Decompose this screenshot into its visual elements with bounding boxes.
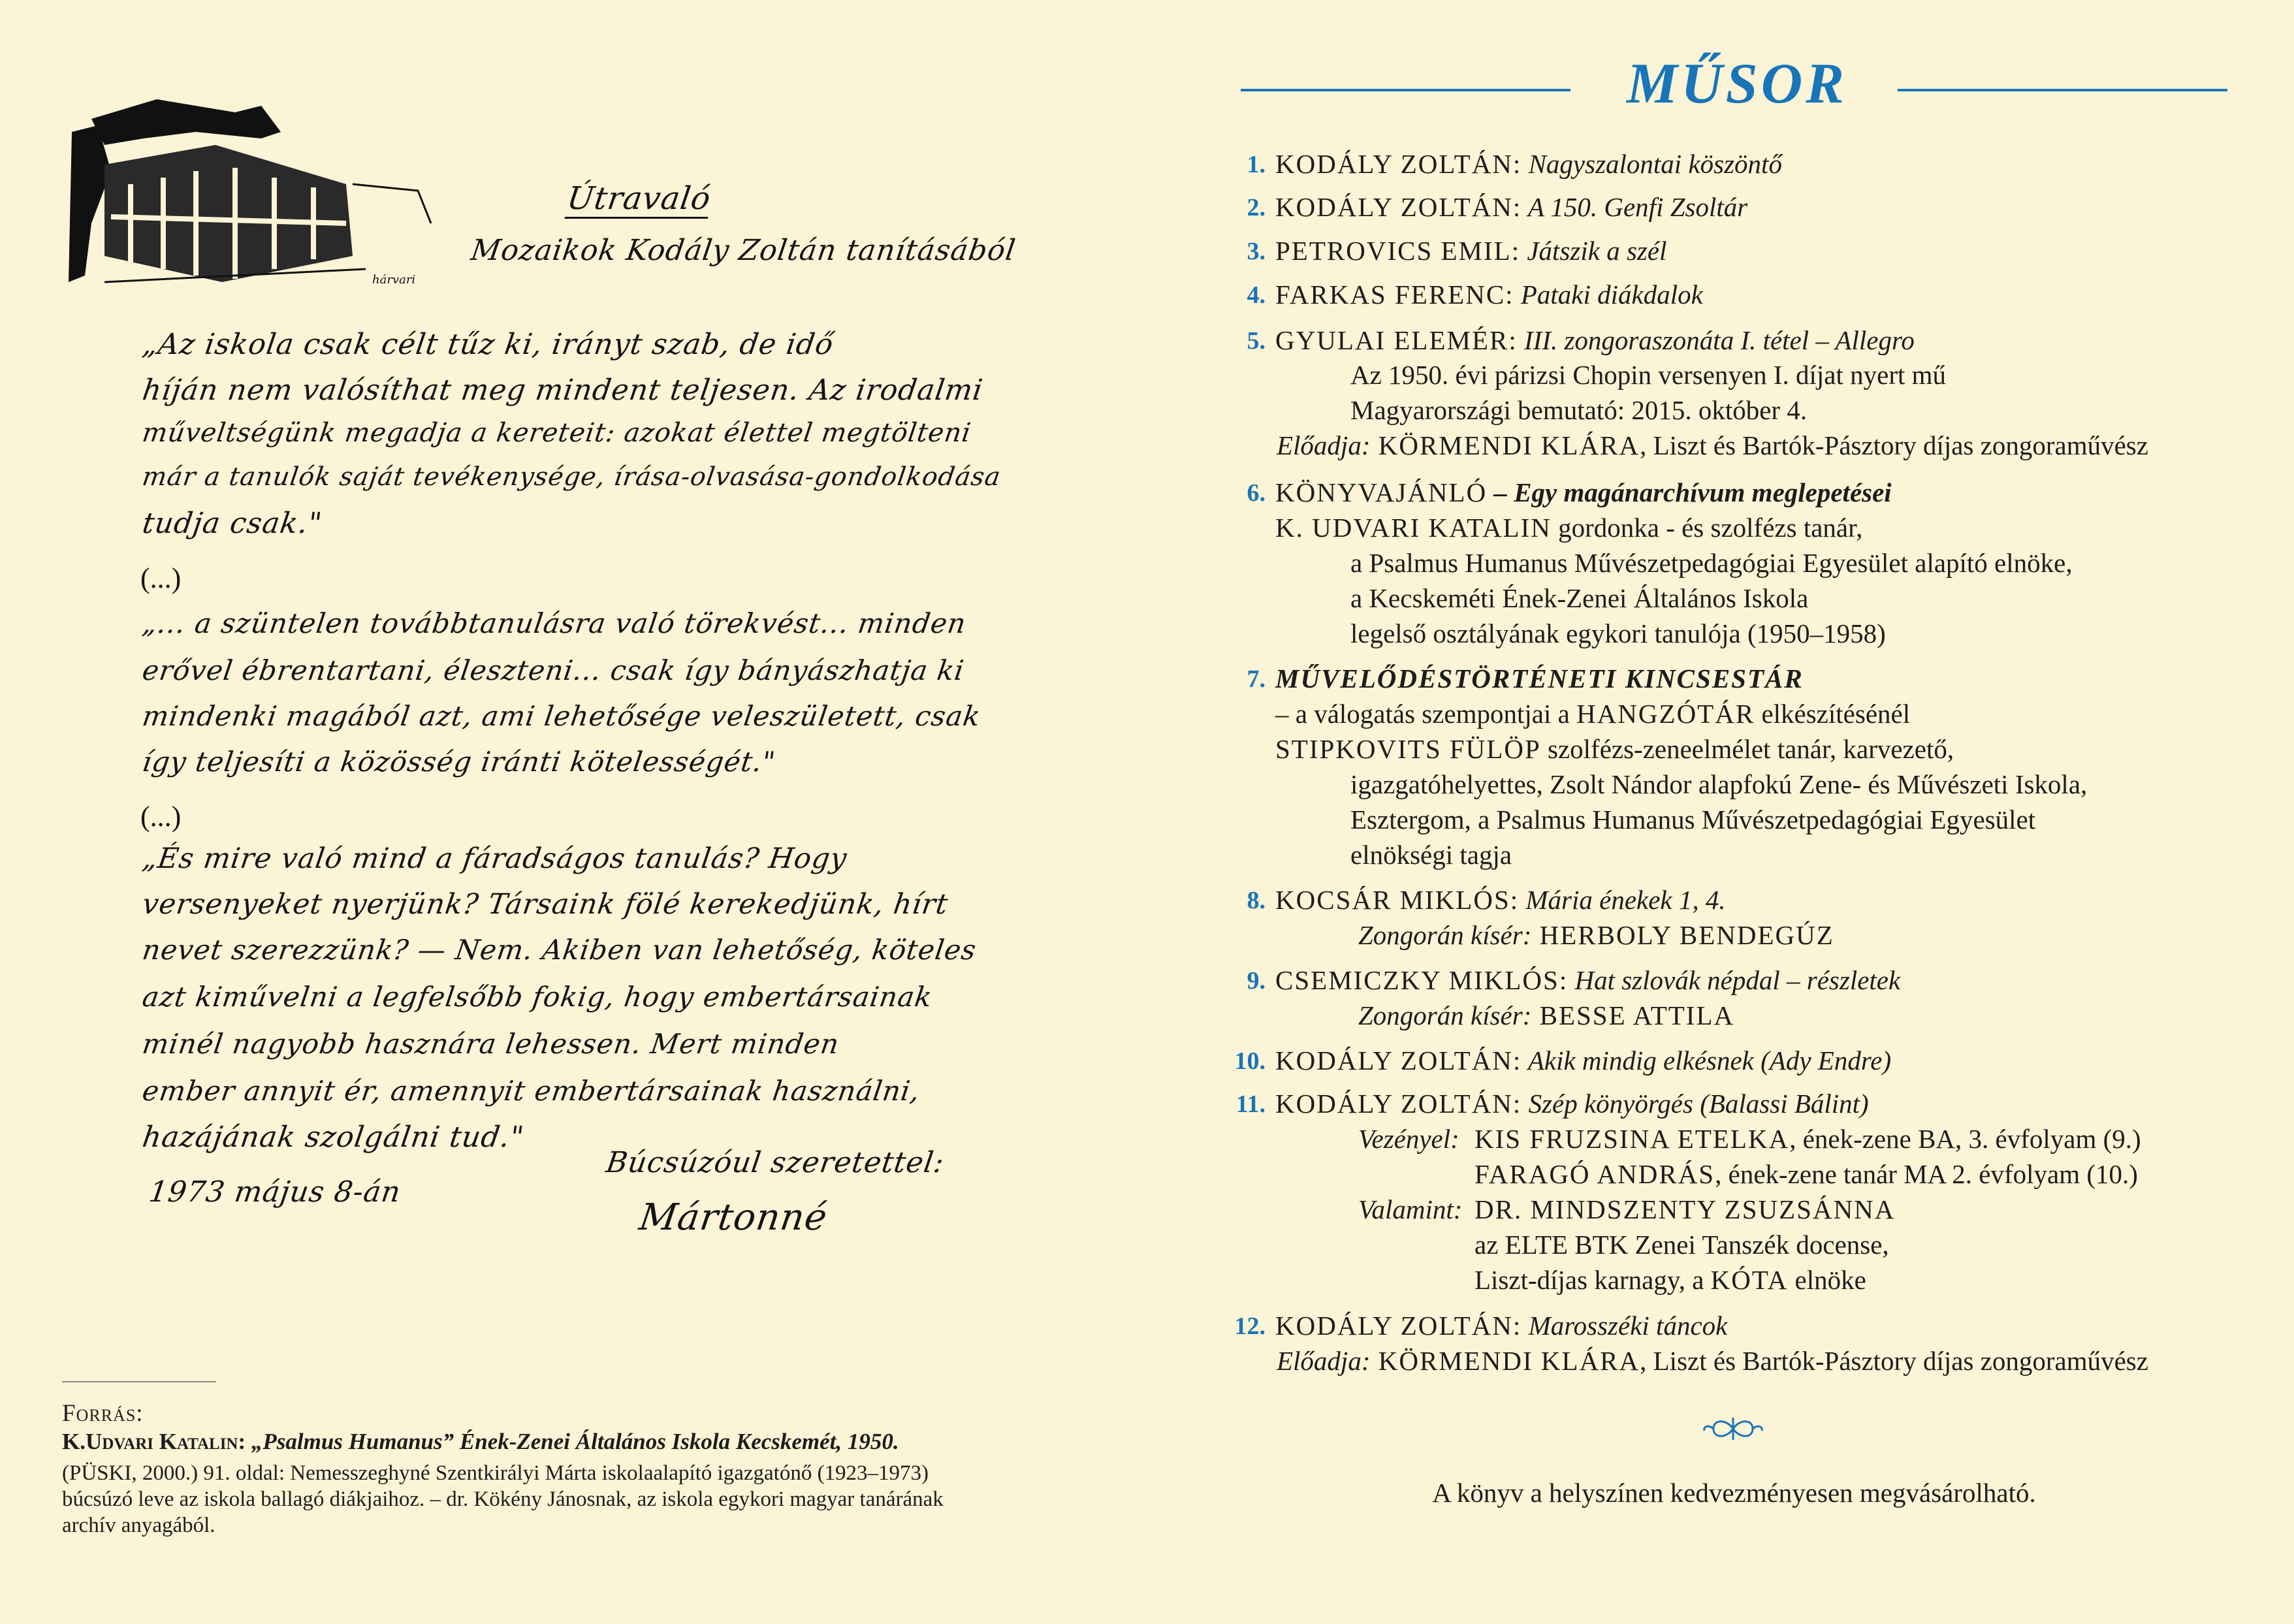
letter-line: ember annyit ér, amennyit embertársainak használni, <box>140 1075 923 1107</box>
letter-line: így teljesíti a közösség iránti kötelességét." <box>140 746 778 778</box>
work-title: Szép könyörgés (Balassi Bálint) <box>1521 1089 1869 1119</box>
section-subtitle: – Egy magánarchívum meglepetései <box>1487 477 1892 507</box>
source-author: K.Udvari Katalin: <box>62 1429 246 1454</box>
accompanist-name: BESSE ATTILA <box>1531 1000 1735 1030</box>
letter-line: mindenki magából azt, ami lehetősége veleszületett, csak <box>140 700 983 732</box>
program-item-8 <box>1275 884 1726 915</box>
letter-line: azt kiművelni a legfelsőbb fokig, hogy embertársainak <box>140 981 934 1013</box>
letter-line: versenyeket nyerjünk? Társaink fölé kerekedjünk, hírt <box>140 888 951 921</box>
item-number: 12. <box>1234 1313 1266 1340</box>
performer-desc: , Liszt és Bartók-Pásztory díjas zongoraművész <box>1640 1346 2148 1376</box>
letter-line: „És mire való mind a fáradságos tanulás? Hogy <box>140 842 850 875</box>
item-number: 6. <box>1247 479 1266 507</box>
composer: CSEMICZKY MIKLÓS: <box>1275 965 1569 995</box>
fleuron-ornament-icon <box>1700 1412 1766 1445</box>
book-purchase-note: A könyv a helyszínen kedvezményesen megvásárolható. <box>1432 1478 2036 1508</box>
performer-line <box>1277 1345 2148 1377</box>
school-building-sketch-icon <box>65 93 457 289</box>
conductor-desc: , ének-zene BA, 3. évfolyam (9.) <box>1789 1124 2141 1154</box>
section-title: KÖNYVAJÁNLÓ <box>1275 477 1488 507</box>
accompanist-label: Zongorán kísér: <box>1358 1000 1532 1030</box>
item-number: 8. <box>1247 887 1266 914</box>
composer: KODÁLY ZOLTÁN: <box>1275 1089 1522 1119</box>
letter-line: már a tanulók saját tevékenysége, írása-olvasása-gondolkodása <box>140 462 1003 492</box>
source-book-title: „Psalmus Humanus” Ének-Zenei Általános Iskola Kecskemét, 1950. <box>246 1429 899 1454</box>
performer-label: Előadja: <box>1277 430 1371 460</box>
letter-line: „... a szüntelen továbbtanulásra való törekvést... minden <box>140 607 968 639</box>
letter-line: híján nem valósíthat meg mindent teljesen. Az irodalmi <box>140 374 985 407</box>
speaker-desc-line: elnökségi tagja <box>1350 840 1512 870</box>
source-line: (PÜSKI, 2000.) 91. oldal: Nemesszeghyné Szentkirályi Márta iskolaalapító igazgatónő (1923–1973) <box>62 1461 929 1485</box>
program-item-12 <box>1275 1310 1727 1341</box>
program-item-5 <box>1275 325 1915 356</box>
performer-name: KÖRMENDI KLÁRA <box>1370 430 1640 460</box>
conductor-desc: , ének-zene tanár MA 2. évfolyam (10.) <box>1715 1159 2138 1189</box>
program-item-6 <box>1275 477 1892 508</box>
accompanist-name: HERBOLY BENDEGÚZ <box>1531 920 1834 950</box>
also-desc-line: az ELTE BTK Zenei Tanszék docense, <box>1474 1230 1889 1260</box>
speaker-name: STIPKOVITS FÜLÖP <box>1275 734 1541 764</box>
item-number: 7. <box>1247 665 1266 693</box>
item-number: 9. <box>1247 967 1266 995</box>
program-item-11 <box>1275 1088 1869 1119</box>
performer-desc: , Liszt és Bartók-Pásztory díjas zongoraművész <box>1640 430 2148 460</box>
speaker-desc: szolfézs-zeneelmélet tanár, karvezető, <box>1540 734 1954 764</box>
work-title: A 150. Genfi Zsoltár <box>1521 192 1748 222</box>
work-title: Nagyszalontai köszöntő <box>1521 149 1782 179</box>
item-note: Az 1950. évi párizsi Chopin versenyen I. díjat nyert mű <box>1350 360 1947 390</box>
letter-ellipsis: (...) <box>140 801 182 833</box>
program-item-2 <box>1275 191 1747 223</box>
program-item-4 <box>1275 279 1703 310</box>
work-title: Pataki diákdalok <box>1514 279 1703 310</box>
svg-text:hárvari: hárvari <box>372 273 416 287</box>
item-number: 4. <box>1247 281 1266 309</box>
work-title: Marosszéki táncok <box>1521 1311 1728 1341</box>
item-desc <box>1275 698 1910 729</box>
speaker-line <box>1275 512 1862 543</box>
letter-line: műveltségünk megadja a kereteit: azokat élettel megtölteni <box>140 418 974 448</box>
conductor-line <box>1474 1158 2138 1190</box>
performer-line <box>1277 430 2148 461</box>
source-divider <box>62 1381 216 1382</box>
letter-subtitle: Mozaikok Kodály Zoltán tanításából <box>469 234 1018 267</box>
desc-text: elkészítésénél <box>1755 699 1911 729</box>
kota-label: KÓTA <box>1710 1265 1789 1295</box>
composer: GYULAI ELEMÉR: <box>1275 325 1518 355</box>
program-item-10 <box>1275 1045 1891 1076</box>
letter-date: 1973 május 8-án <box>147 1175 404 1209</box>
letter-line: „Az iskola csak célt tűz ki, irányt szab, de idő <box>140 328 836 361</box>
item-number: 1. <box>1247 151 1266 178</box>
conductor-name: FARAGÓ ANDRÁS <box>1474 1159 1715 1189</box>
conductor-line <box>1474 1123 2141 1154</box>
speaker-desc-line: a Psalmus Humanus Művészetpedagógiai Egyesület alapító elnöke, <box>1350 548 2073 578</box>
speaker-name: K. UDVARI KATALIN <box>1275 513 1552 543</box>
source-title <box>62 1429 899 1455</box>
work-title: Akik mindig elkésnek (Ady Endre) <box>1521 1045 1892 1075</box>
speaker-desc-line: legelső osztályának egykori tanulója (1950–1958) <box>1350 618 1886 648</box>
letter-line: minél nagyobb hasznára lehessen. Mert minden <box>140 1028 842 1060</box>
accompanist-label: Zongorán kísér: <box>1358 920 1532 950</box>
item-number: 3. <box>1247 238 1266 265</box>
program-item-1 <box>1275 148 1782 180</box>
desc-text: elnöke <box>1788 1265 1866 1295</box>
performer-name: KÖRMENDI KLÁRA <box>1370 1346 1640 1376</box>
item-number: 10. <box>1234 1047 1266 1075</box>
source-line: archív anyagából. <box>62 1514 215 1537</box>
letter-line: tudja csak." <box>140 507 325 540</box>
source-line: búcsúzó leve az iskola ballagó diákjaihoz. – dr. Kökény Jánosnak, az iskola egykori magyar tanárának <box>62 1488 944 1511</box>
speaker-line <box>1275 733 1954 765</box>
letter-farewell: Búcsúzóul szeretettel: <box>604 1146 947 1179</box>
title-rule-right <box>1898 89 2227 91</box>
desc-text: Liszt-díjas karnagy, a <box>1474 1265 1711 1295</box>
conductor-name: KIS FRUZSINA ETELKA <box>1474 1124 1790 1154</box>
composer: KODÁLY ZOLTÁN: <box>1275 1045 1522 1075</box>
composer: KODÁLY ZOLTÁN: <box>1275 149 1522 179</box>
letter-line: nevet szerezzünk? — Nem. Akiben van lehetőség, köteles <box>140 934 979 966</box>
work-title: III. zongoraszonáta I. tétel – Allegro <box>1517 325 1915 355</box>
speaker-desc-line: a Kecskeméti Ének-Zenei Általános Iskola <box>1350 583 1809 613</box>
item-note: Magyarországi bemutató: 2015. október 4. <box>1350 395 1808 425</box>
item-number: 5. <box>1247 327 1266 355</box>
accompanist-line <box>1358 1000 1734 1031</box>
work-title: Mária énekek 1, 4. <box>1519 885 1726 915</box>
composer: KODÁLY ZOLTÁN: <box>1275 192 1522 222</box>
source-label: Forrás: <box>62 1400 144 1427</box>
letter-line: hazájának szolgálni tud." <box>140 1121 526 1154</box>
composer: KODÁLY ZOLTÁN: <box>1275 1311 1522 1341</box>
signature: Mártonné <box>637 1196 831 1239</box>
item-number: 2. <box>1247 194 1266 221</box>
speaker-desc-line: Esztergom, a Psalmus Humanus Művészetpedagógiai Egyesület <box>1350 804 2036 835</box>
item-number: 11. <box>1235 1091 1266 1118</box>
program-item-7: MŰVELŐDÉSTÖRTÉNETI KINCSESTÁR <box>1275 663 1804 693</box>
speaker-desc: gordonka - és szolfézs tanár, <box>1551 513 1863 543</box>
performer-label: Előadja: <box>1277 1346 1371 1376</box>
program-title: MŰSOR <box>1627 52 1847 116</box>
program-item-9 <box>1275 964 1900 996</box>
desc-text: – a válogatás szempontjai a <box>1275 699 1577 729</box>
hangzotar-label: HANGZÓTÁR <box>1576 699 1755 729</box>
letter-ellipsis: (...) <box>140 562 182 594</box>
letter-title: Útravaló <box>565 180 714 217</box>
also-name: DR. MINDSZENTY ZSUZSÁNNA <box>1474 1194 1896 1224</box>
also-label: Valamint: <box>1358 1194 1463 1224</box>
composer: KOCSÁR MIKLÓS: <box>1275 885 1520 915</box>
composer: FARKAS FERENC: <box>1275 279 1514 310</box>
program-item-3 <box>1275 235 1666 266</box>
title-rule-left <box>1241 89 1570 91</box>
conductor-label: Vezényel: <box>1358 1124 1459 1154</box>
letter-line: erővel ébrentartani, éleszteni... csak így bányászhatja ki <box>140 654 966 686</box>
composer: PETROVICS EMIL: <box>1275 236 1521 266</box>
speaker-desc-line: igazgatóhelyettes, Zsolt Nándor alapfokú Zene- és Művészeti Iskola, <box>1350 769 2088 799</box>
work-title: Hat szlovák népdal – részletek <box>1568 965 1901 995</box>
work-title: Játszik a szél <box>1520 236 1667 266</box>
also-desc-line <box>1474 1264 1866 1296</box>
accompanist-line <box>1358 919 1834 951</box>
